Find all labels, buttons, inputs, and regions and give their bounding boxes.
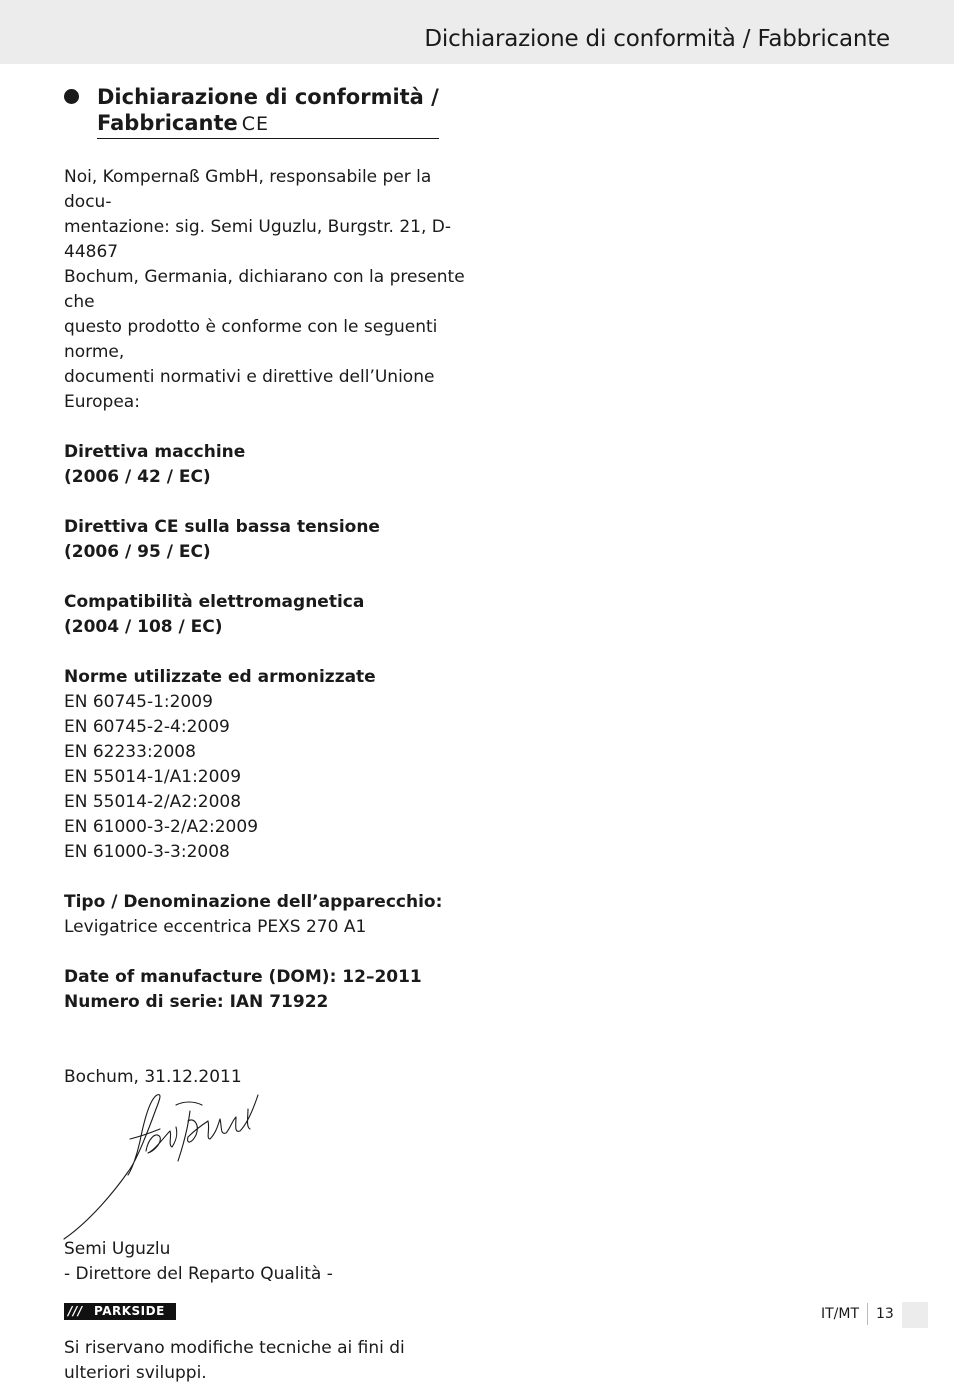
intro-line: mentazione: sig. Semi Uguzlu, Burgstr. 21, D-44867 xyxy=(64,217,451,262)
directive-name: Direttiva CE sulla bassa tensione xyxy=(64,517,380,537)
standard-item: EN 55014-2/A2:2008 xyxy=(64,792,242,812)
directive-code: (2004 / 108 / EC) xyxy=(64,617,223,637)
standard-item: EN 61000-3-2/A2:2009 xyxy=(64,817,259,837)
heading-line-1: Dichiarazione di conformità / xyxy=(97,85,439,109)
serial-number: Numero di serie: IAN 71922 xyxy=(64,992,329,1012)
parkside-logo xyxy=(64,1303,176,1320)
footer-divider xyxy=(867,1303,868,1325)
ce-mark-icon: CE xyxy=(241,113,270,135)
page-header xyxy=(0,0,954,64)
page-number: 13 xyxy=(876,1306,894,1322)
intro-paragraph xyxy=(64,165,474,415)
intro-line: Bochum, Germania, dichiarano con la presente che xyxy=(64,267,465,312)
signatory-role: - Direttore del Reparto Qualità - xyxy=(64,1264,333,1284)
directive-machinery xyxy=(64,440,474,490)
footer-language: IT/MT xyxy=(821,1306,860,1322)
bullet-icon xyxy=(64,89,79,104)
disclaimer-line: ulteriori sviluppi. xyxy=(64,1363,207,1383)
logo-stripes-icon: /// xyxy=(68,1304,83,1318)
manufacture-block xyxy=(64,965,474,1015)
section-heading-text xyxy=(97,84,439,139)
signature-image xyxy=(60,1091,264,1241)
device-value: Levigatrice eccentrica PEXS 270 A1 xyxy=(64,917,367,937)
device-label: Tipo / Denominazione dell’apparecchio: xyxy=(64,892,443,912)
logo-brand-text: PARKSIDE xyxy=(94,1304,165,1318)
intro-line: questo prodotto è conforme con le seguenti norme, xyxy=(64,317,438,362)
standard-item: EN 60745-1:2009 xyxy=(64,692,213,712)
disclaimer-block xyxy=(64,1336,474,1386)
signatory-block xyxy=(64,1237,474,1287)
standard-item: EN 55014-1/A1:2009 xyxy=(64,767,242,787)
device-block xyxy=(64,890,474,940)
manufacture-date: Date of manufacture (DOM): 12–2011 xyxy=(64,967,422,987)
place-date: Bochum, 31.12.2011 xyxy=(64,1067,242,1087)
standard-item: EN 62233:2008 xyxy=(64,742,196,762)
directive-emc xyxy=(64,590,474,640)
directive-code: (2006 / 42 / EC) xyxy=(64,467,211,487)
intro-line: Noi, Kompernaß GmbH, responsabile per la docu- xyxy=(64,167,432,212)
standard-item: EN 60745-2-4:2009 xyxy=(64,717,230,737)
page-header-title: Dichiarazione di conformità / Fabbricante xyxy=(424,26,890,52)
disclaimer-line: Si riservano modifiche tecniche ai fini di xyxy=(64,1338,405,1358)
declaration-content xyxy=(64,84,474,1386)
directive-name: Direttiva macchine xyxy=(64,442,246,462)
standards-title: Norme utilizzate ed armonizzate xyxy=(64,667,376,687)
directive-code: (2006 / 95 / EC) xyxy=(64,542,211,562)
standard-item: EN 61000-3-3:2008 xyxy=(64,842,230,862)
heading-line-2: Fabbricante xyxy=(97,111,238,135)
standards-block xyxy=(64,665,474,865)
intro-line: documenti normativi e direttive dell’Unione Europea: xyxy=(64,367,435,412)
signatory-name: Semi Uguzlu xyxy=(64,1239,171,1259)
footer-tab-marker xyxy=(902,1302,928,1328)
directive-name: Compatibilità elettromagnetica xyxy=(64,592,365,612)
section-heading xyxy=(64,84,474,139)
directive-low-voltage xyxy=(64,515,474,565)
